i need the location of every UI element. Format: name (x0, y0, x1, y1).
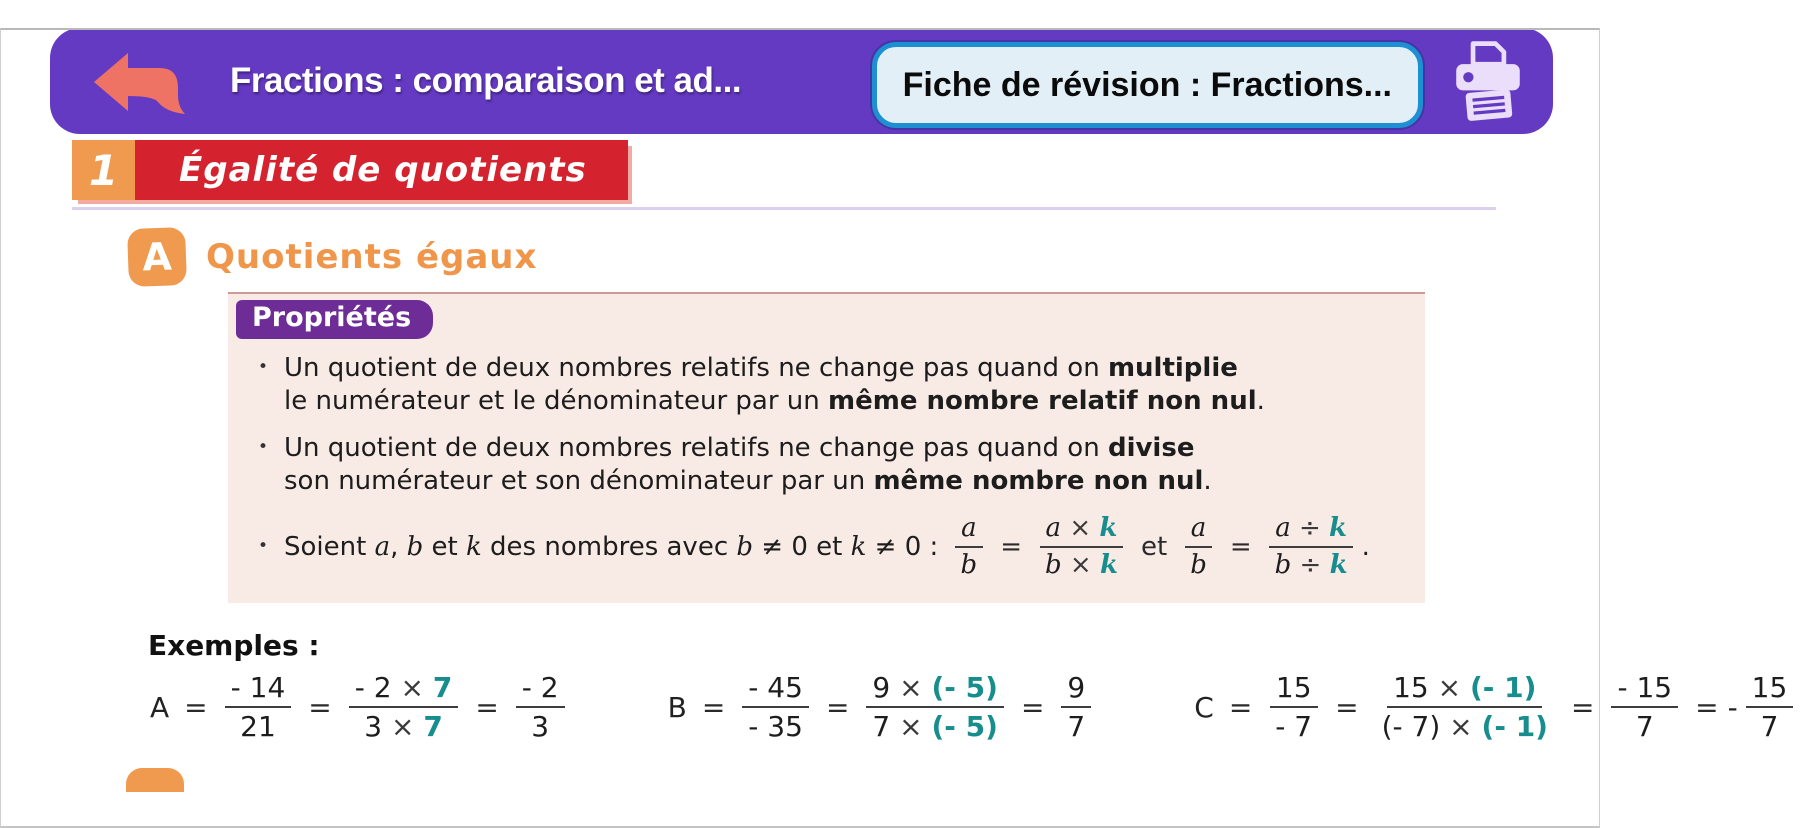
lesson-title: Fractions : comparaison et ad... (230, 61, 742, 100)
bullet1-text: Un quotient de deux nombres relatifs ne change pas quand on (284, 353, 1108, 383)
equals-sign: = (1229, 531, 1252, 562)
fraction-numerator: a × k (1040, 514, 1124, 548)
bullet2-end: . (1203, 465, 1212, 496)
properties-tag: Propriétés (236, 300, 433, 339)
fraction-numerator: 15 × (- 1) (1387, 672, 1542, 708)
section-banner (72, 140, 628, 200)
examples-row (150, 670, 1788, 744)
fraction (955, 514, 984, 581)
examples-heading: Exemples : (148, 628, 320, 662)
fraction-denominator: b × k (1044, 550, 1118, 581)
example-label: A (150, 690, 170, 724)
fraction-denominator: 7 (1635, 710, 1654, 744)
fraction-numerator: - 2 (516, 672, 565, 708)
equals-sign: = (1020, 690, 1045, 724)
fraction (1269, 672, 1318, 743)
fraction-numerator: - 45 (742, 672, 809, 708)
print-button[interactable] (1445, 36, 1531, 126)
revision-sheet-tab[interactable]: Fiche de révision : Fractions... (872, 42, 1423, 128)
fraction-numerator: - 14 (225, 672, 292, 708)
fraction-denominator: b (960, 550, 978, 581)
properties-list (236, 352, 1399, 581)
fraction (1376, 672, 1554, 743)
fraction-numerator: 15 (1746, 672, 1794, 708)
property-bullet-3: • Soient a, b et k des nombres avec b ≠ 0 et k ≠ 0 : $\frac{a}{b}$ = $\frac{a \times k}{b \times k}$ et $\frac{a}{b}$ = $\frac{a \div k}{b \div k}$ . (254, 514, 1399, 581)
fraction (1184, 514, 1213, 581)
var-b: b (736, 531, 754, 562)
fraction-denominator: - 35 (748, 710, 803, 744)
var-k: k (466, 531, 482, 562)
equals-sign: = (1570, 690, 1595, 724)
fraction-denominator: b (1190, 550, 1207, 581)
fraction-numerator: a ÷ k (1269, 514, 1353, 548)
fraction-numerator: - 15 (1611, 672, 1678, 708)
bullet1-end: . (1256, 386, 1265, 417)
properties-box (228, 292, 1425, 603)
bullet2-text2: son numérateur et son dénominateur par un (284, 465, 874, 496)
et-connector: et (1140, 531, 1168, 562)
var-a: a (374, 531, 391, 562)
equals-sign: = (1228, 690, 1253, 724)
equals-sign: = (1695, 690, 1719, 724)
cut-off-next-badge (126, 768, 184, 792)
fraction (1746, 672, 1794, 743)
equals-sign: = (1000, 531, 1022, 562)
bullet2-bold: divise (1107, 432, 1195, 463)
fraction (742, 672, 809, 743)
minus-sign: - (1727, 690, 1738, 724)
fraction-denominator: 7 (1760, 710, 1779, 744)
bullet1-text2: le numérateur et le dénominateur par un (284, 386, 829, 417)
example-b (668, 672, 1100, 743)
fraction-denominator: 3 × 7 (364, 710, 443, 744)
back-button[interactable] (88, 43, 192, 119)
fraction-numerator: - 2 × 7 (349, 672, 459, 708)
fraction (866, 672, 1004, 743)
bullet1-bold2: même nombre relatif non nul (828, 386, 1257, 417)
example-label: C (1194, 690, 1214, 724)
bullet2-bold2: même nombre non nul (873, 465, 1204, 496)
equals-sign: = (184, 690, 208, 724)
fraction-denominator: b ÷ k (1274, 550, 1348, 581)
subsection-title: Quotients égaux (206, 237, 538, 277)
fraction-denominator: (- 7) × (- 1) (1381, 710, 1548, 744)
fraction-numerator: a (955, 514, 983, 548)
equals-sign: = (475, 690, 499, 724)
fraction-denominator: 21 (240, 710, 276, 744)
example-a (150, 672, 573, 743)
bullet3-text: Soient (284, 531, 375, 562)
fraction (516, 672, 565, 743)
fraction (1611, 672, 1678, 743)
equals-sign: = (701, 690, 726, 724)
fraction-denominator: 3 (531, 710, 550, 744)
subsection-badge: A (127, 227, 187, 287)
fraction-denominator: 7 × (- 5) (872, 710, 998, 744)
fraction-numerator: 15 (1270, 672, 1318, 708)
fraction-numerator: 9 × (- 5) (866, 672, 1004, 708)
fraction (349, 672, 459, 743)
fraction (1061, 672, 1091, 743)
var-b: b (406, 531, 424, 562)
example-label: B (667, 690, 687, 724)
example-c (1194, 672, 1801, 743)
fraction-denominator: - 7 (1275, 710, 1313, 744)
fraction-numerator: a (1185, 514, 1213, 548)
fraction (1039, 514, 1124, 581)
equals-sign: = (825, 690, 850, 724)
top-bar (50, 28, 1553, 134)
fraction (225, 672, 292, 743)
equals-sign: = (1335, 690, 1359, 724)
bullet1-bold: multiplie (1107, 353, 1238, 383)
var-k: k (850, 531, 867, 562)
equals-sign: = (308, 690, 332, 724)
printer-icon (1445, 36, 1531, 126)
divider-rule (72, 207, 1496, 210)
back-arrow-icon (88, 43, 192, 119)
fraction-numerator: 9 (1061, 672, 1091, 708)
property-bullet-1 (254, 352, 1399, 419)
bullet2-text: Un quotient de deux nombres relatifs ne change pas quand on (284, 432, 1108, 463)
fraction (1269, 514, 1354, 581)
section-number: 1 (72, 140, 135, 200)
section-title: Égalité de quotients (135, 140, 628, 200)
property-bullet-2 (254, 432, 1399, 499)
subsection-heading (128, 228, 1600, 286)
fraction-denominator: 7 (1067, 710, 1086, 744)
